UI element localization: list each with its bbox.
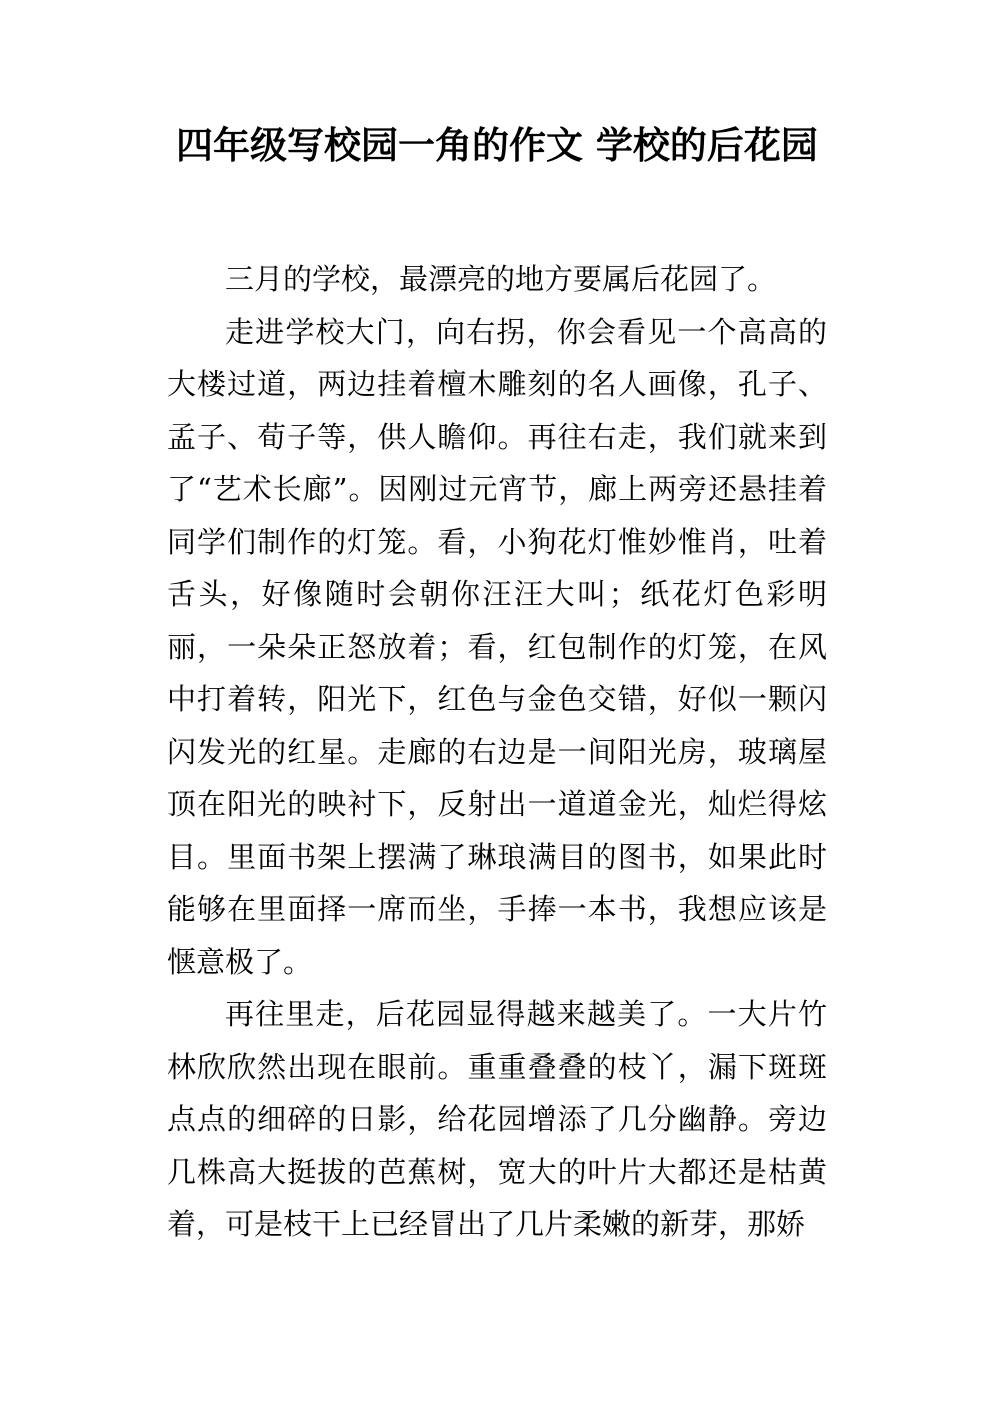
- document-page: [167, 118, 827, 1251]
- document-body: [167, 253, 827, 1251]
- paragraph-2: 走进学校大门，向右拐，你会看见一个高高的大楼过道，两边挂着檀木雕刻的名人画像，孔子、孟子、荀子等，供人瞻仰。再往右走，我们就来到了“艺术长廊”。因刚过元宵节，廊上两旁还悬挂着同学们制作的灯笼。看，小狗花灯惟妙惟肖，吐着舌头，好像随时会朝你汪汪大叫；纸花灯色彩明丽，一朵朵正怒放着；看，红包制作的灯笼，在风中打着转，阳光下，红色与金色交错，好似一颗闪闪发光的红星。走廊的右边是一间阳光房，玻璃屋顶在阳光的映衬下，反射出一道道金光，灿烂得炫目。里面书架上摆满了琳琅满目的图书，如果此时能够在里面择一席而坐，手捧一本书，我想应该是惬意极了。: [167, 314, 827, 979]
- paragraph-3: 再往里走，后花园显得越来越美了。一大片竹林欣欣然出现在眼前。重重叠叠的枝丫，漏下斑斑点点的细碎的日影，给花园增添了几分幽静。旁边几株高大挺拔的芭蕉树，宽大的叶片大都还是枯黄着，可是枝干上已经冒出了几片柔嫩的新芽，那娇: [167, 997, 827, 1241]
- paragraph-1: 三月的学校，最漂亮的地方要属后花园了。: [225, 262, 777, 296]
- document-title: 四年级写校园一角的作文 学校的后花园: [176, 124, 818, 167]
